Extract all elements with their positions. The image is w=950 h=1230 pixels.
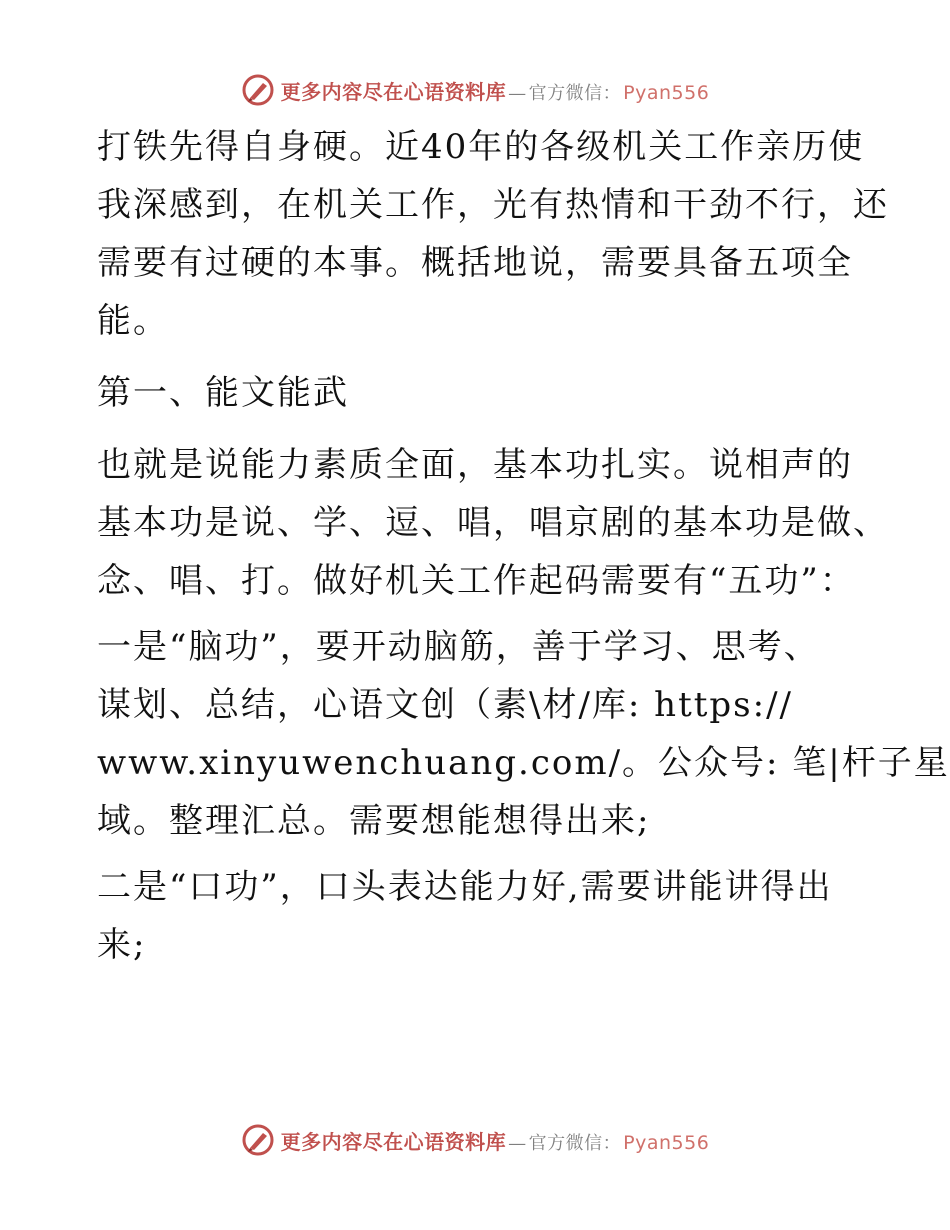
footer-banner	[0, 1122, 950, 1158]
section-heading	[97, 364, 857, 422]
pen-logo-icon	[241, 73, 275, 107]
text-line: 谋划、总结，心语文创（素\材/库: https://	[97, 685, 793, 725]
text-line: 基本功是说、学、逗、唱，唱京剧的基本功是做、	[97, 503, 889, 543]
text-line: 我深感到，在机关工作，光有热情和干劲不行，还	[97, 185, 889, 225]
banner-wechat-label: 官方微信：	[528, 82, 622, 104]
text-line: 二是“口功”，口头表达能力好,需要讲能讲得出	[97, 867, 833, 907]
paragraph-basic-skills	[97, 436, 889, 610]
banner-wechat-label: 官方微信：	[528, 1132, 622, 1154]
text-line: 念、唱、打。做好机关工作起码需要有“五功”：	[97, 561, 856, 601]
text-line: 能。	[97, 301, 169, 341]
header-banner	[0, 72, 950, 108]
header-banner-text	[281, 76, 710, 105]
footer-banner-text	[281, 1126, 710, 1155]
banner-main-text: 更多内容尽在心语资料库	[280, 79, 507, 104]
text-line: www.xinyuwenchuang.com/。公众号: 笔|杆子星	[97, 743, 950, 783]
paragraph-intro	[97, 118, 889, 350]
pen-logo-icon	[241, 1123, 275, 1157]
text-line: 也就是说能力素质全面，基本功扎实。说相声的	[97, 445, 853, 485]
text-line: 需要有过硬的本事。概括地说，需要具备五项全	[97, 243, 853, 283]
banner-wechat-id: Pyan556	[623, 1131, 710, 1154]
text-line: 第一、能文能武	[97, 373, 349, 413]
document-body	[97, 118, 950, 974]
paragraph-skill-2	[97, 858, 857, 974]
banner-wechat-id: Pyan556	[623, 81, 710, 104]
banner-dash: —	[508, 82, 527, 104]
paragraph-skill-1	[97, 618, 950, 850]
text-line: 一是“脑功”，要开动脑筋，善于学习、思考、	[97, 627, 820, 667]
banner-dash: —	[508, 1132, 527, 1154]
banner-main-text: 更多内容尽在心语资料库	[280, 1129, 507, 1154]
text-line: 打铁先得自身硬。近40年的各级机关工作亲历使	[97, 127, 865, 167]
text-line: 来;	[97, 925, 147, 965]
text-line: 域。整理汇总。需要想能想得出来;	[97, 801, 651, 841]
